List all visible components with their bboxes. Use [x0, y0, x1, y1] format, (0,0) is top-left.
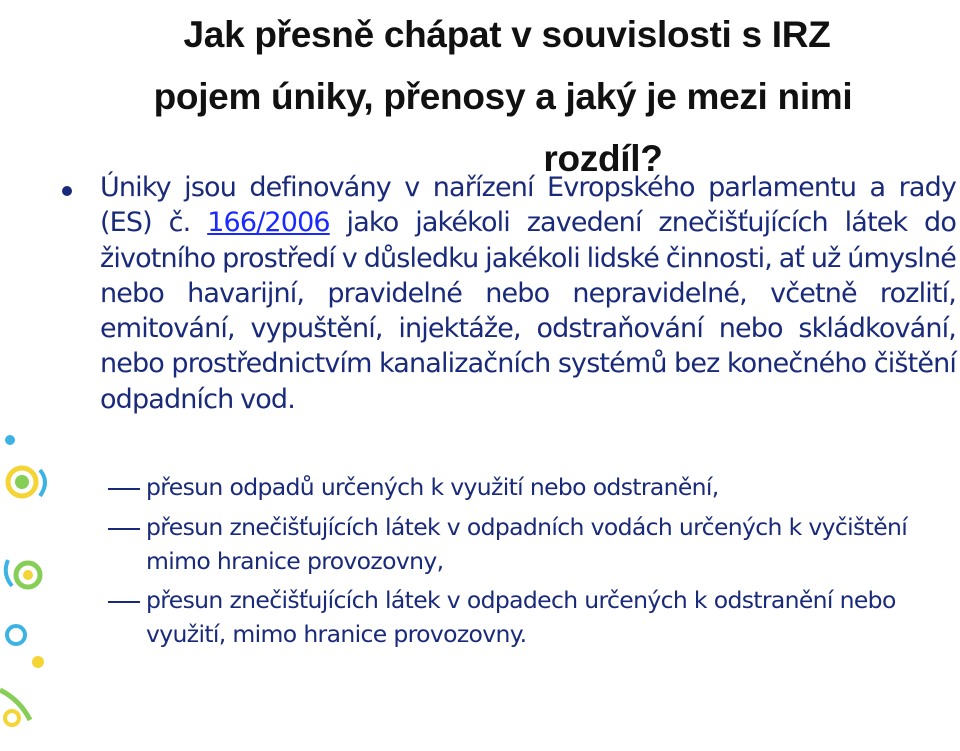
bullet-dot-icon — [62, 186, 72, 196]
sub-item — [108, 510, 956, 578]
bullet-text-after-link: jako jakékoli zavedení znečišťujících látek do životního prostředí v důsledku jakékoli lidské činnosti, ať už úmyslné nebo havarijní, pravidelné nebo nepravidelné, včetně rozlití, emitování, vypuštění, injektáže, odstraňování nebo skládkování, nebo prostřednictvím kanalizačních systémů bez konečného čištění odpadních vod. — [100, 207, 956, 415]
title-line-2: pojem úniky, přenosy a jaký je mezi nimi — [153, 76, 853, 117]
regulation-link[interactable]: 166/2006 — [207, 207, 330, 239]
title-line-3: rozdíl? — [543, 138, 663, 179]
bullet-text-before-link: Úniky jsou definovány v nařízení Evropského parlamentu a rady (ES) č. — [100, 172, 956, 239]
main-bullet — [58, 170, 956, 417]
sub-item-text: přesun znečišťujících látek v odpadních vodách určených k vyčištění mimo hranice provozovny, — [146, 513, 908, 575]
sub-item-text: přesun odpadů určených k využití nebo odstranění, — [146, 473, 719, 501]
title-line-1: Jak přesně chápat v souvislosti s IRZ — [183, 14, 831, 55]
sub-item-text: přesun znečišťujících látek v odpadech určených k odstranění nebo využití, mimo hranice provozovny. — [146, 586, 896, 648]
main-bullet-text — [100, 170, 956, 417]
dash-icon — [108, 528, 140, 530]
dash-icon — [108, 601, 140, 603]
decorative-swirl-graphic — [0, 400, 70, 740]
dash-icon — [108, 488, 140, 490]
sub-item — [108, 470, 956, 504]
sub-item — [108, 583, 956, 651]
slide-title — [60, 4, 940, 190]
